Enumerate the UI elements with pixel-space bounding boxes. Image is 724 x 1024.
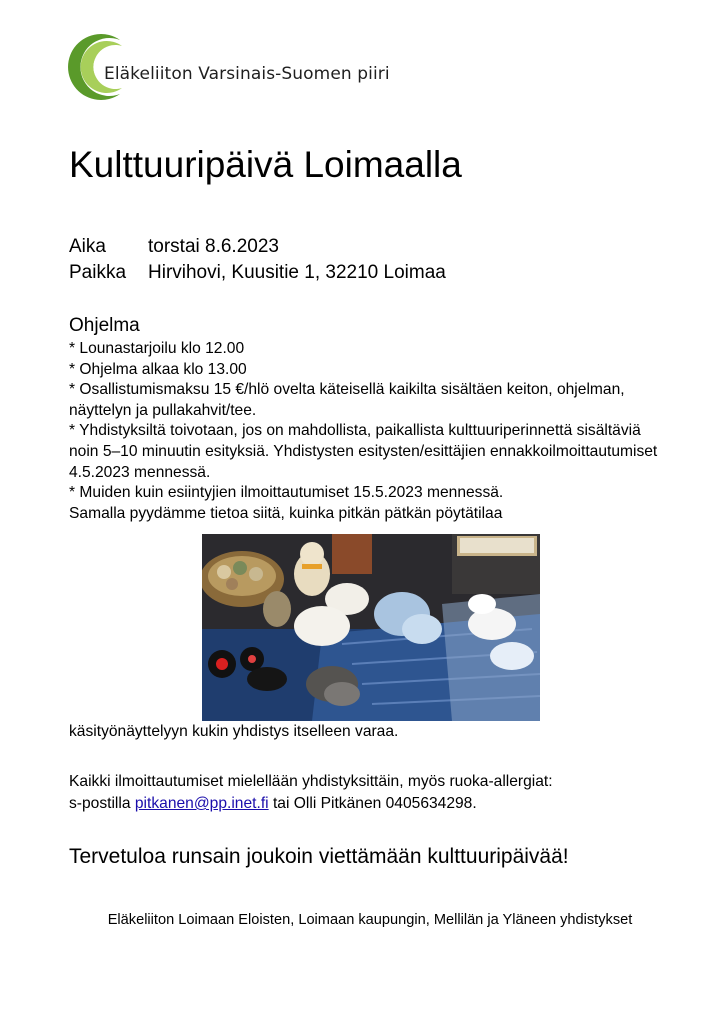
table-space-line: Samalla pyydämme tietoa siitä, kuinka pitkän pätkän pöytätilaa (69, 504, 503, 522)
info-value: Hirvihovi, Kuusitie 1, 32210 Loimaa (148, 262, 446, 283)
info-label: Aika (69, 236, 106, 257)
program-list (69, 339, 669, 524)
welcome-text: Tervetuloa runsain joukoin viettämään kulttuuripäivää! (69, 845, 569, 868)
contact-email-line (69, 793, 553, 815)
program-item: * Yhdistyksiltä toivotaan, jos on mahdollista, paikallista kulttuuriperinnettä sisältäviä noin 5–10 minuutin esityksiä. Yhdistysten esitysten/esittäjien ennakkoilmoittautumiset 4.5.2023 mennessä. (69, 422, 658, 481)
info-label: Paikka (69, 262, 127, 283)
info-row-time (69, 234, 446, 260)
info-row-place (69, 260, 446, 286)
contact-line: Kaikki ilmoittautumiset mielellään yhdistyksittäin, myös ruoka-allergiat: (69, 773, 553, 790)
program-heading: Ohjelma (69, 315, 140, 336)
program-item: * Ohjelma alkaa klo 13.00 (69, 360, 247, 378)
event-info (69, 234, 446, 286)
program-item: * Lounastarjoilu klo 12.00 (69, 340, 245, 357)
contact-prefix: s-postilla (69, 795, 135, 812)
email-link[interactable]: pitkanen@pp.inet.fi (134, 795, 269, 812)
program-item: * Muiden kuin esiintyjien ilmoittautumiset 15.5.2023 mennessä. (69, 484, 504, 502)
contact-suffix: tai Olli Pitkänen 0405634298. (268, 795, 477, 812)
program-section (69, 314, 669, 524)
page-title: Kulttuuripäivä Loimaalla (69, 144, 462, 185)
info-value: torstai 8.6.2023 (148, 236, 279, 257)
program-item: * Osallistumismaksu 15 €/hlö ovelta käteisellä kaikilta sisältäen keiton, ohjelman, näyttelyn ja pullakahvit/tee. (69, 381, 625, 419)
org-name: Eläkeliiton Varsinais-Suomen piiri (104, 64, 390, 84)
handicraft-photo (202, 534, 540, 721)
footer-organizers: Eläkeliiton Loimaan Eloisten, Loimaan kaupungin, Mellilän ja Yläneen yhdistykset (107, 912, 633, 928)
contact-section (69, 771, 553, 815)
table-space-line-cont: käsityönäyttelyyn kukin yhdistys itselleen varaa. (69, 723, 399, 740)
header-logo (62, 32, 392, 102)
